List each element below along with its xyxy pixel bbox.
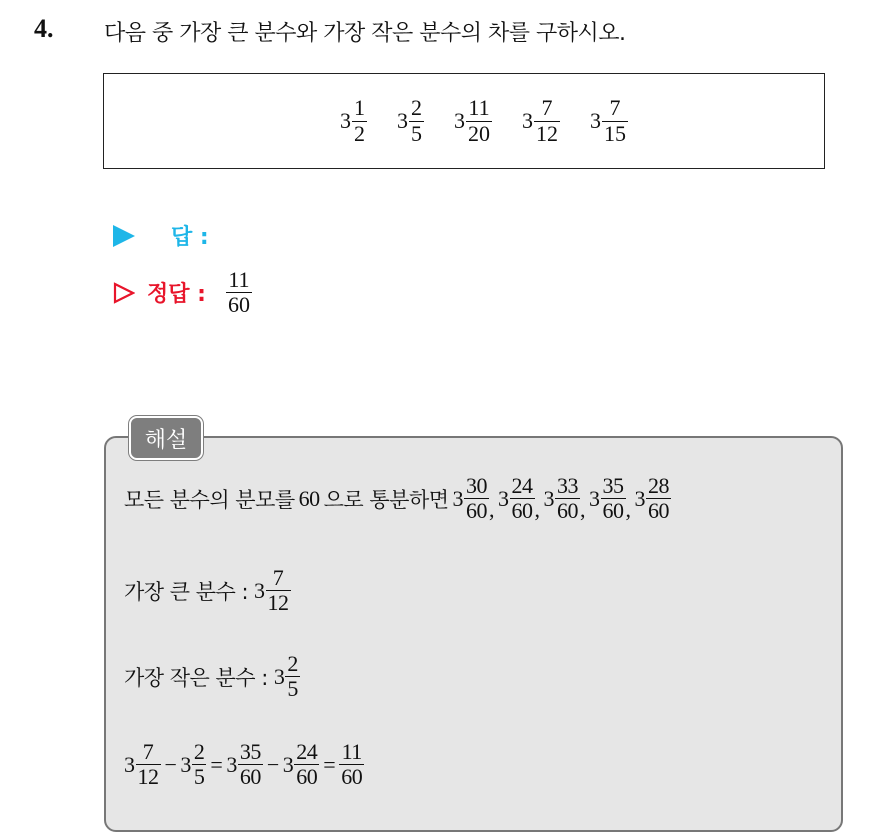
fraction: [555, 474, 580, 523]
fraction-whole: 3: [634, 485, 646, 511]
explanation-number: 60: [298, 485, 320, 511]
comma: ,: [580, 497, 586, 523]
mixed-fraction: [544, 474, 581, 523]
fraction: [510, 474, 535, 523]
fraction-whole: 3: [589, 485, 600, 511]
fraction-denominator: 20: [468, 120, 490, 146]
fraction-numerator: 24: [511, 473, 533, 498]
fraction-whole: 3: [397, 108, 408, 133]
fraction-numerator: 1: [354, 95, 365, 121]
fraction: [136, 740, 161, 789]
fraction-whole: 3: [452, 485, 464, 511]
fraction-denominator: 60: [602, 498, 624, 524]
fraction-numerator: 24: [296, 739, 318, 764]
fraction: [339, 740, 364, 789]
fraction: [466, 96, 492, 145]
fraction-denominator: 60: [511, 498, 533, 524]
explanation-line-largest: [124, 566, 291, 615]
mixed-fraction: [274, 652, 300, 701]
fraction-denominator: 5: [411, 120, 422, 146]
mixed-fraction: [124, 740, 161, 789]
equals-sign: =: [210, 751, 223, 777]
fraction-list-box: [103, 73, 825, 169]
mixed-fraction: [522, 96, 560, 145]
fraction-whole: 3: [124, 751, 135, 777]
fraction-denominator: 5: [193, 764, 205, 790]
fraction-whole: 3: [522, 108, 533, 133]
fraction-whole: 3: [454, 108, 465, 133]
fraction-denominator: 60: [341, 764, 363, 790]
explanation-text: 으로 통분하면: [323, 487, 449, 512]
play-triangle-icon: [113, 225, 135, 247]
fraction-whole: 3: [340, 108, 351, 133]
fraction-numerator: 2: [193, 739, 205, 764]
comma: ,: [534, 497, 540, 523]
fraction-denominator: 60: [466, 498, 488, 524]
fraction-whole: 3: [226, 751, 237, 777]
comma: ,: [489, 497, 495, 523]
explanation-line-calculation: [124, 740, 364, 789]
comma: ,: [625, 497, 631, 523]
fraction-numerator: 35: [602, 473, 624, 498]
mixed-fraction: [340, 96, 367, 145]
fraction-denominator: 15: [604, 120, 626, 146]
mixed-fraction: [498, 474, 535, 523]
fraction-denominator: 2: [354, 120, 365, 146]
fraction-whole: 3: [590, 108, 601, 133]
minus-sign: −: [266, 751, 279, 777]
mixed-fraction: [180, 740, 206, 789]
fraction: [646, 474, 671, 523]
fraction-whole: 3: [543, 485, 555, 511]
fraction-denominator: 60: [648, 498, 670, 524]
mixed-fraction: [635, 474, 672, 523]
mixed-fraction: [397, 96, 424, 145]
fraction: [464, 474, 489, 523]
equals-sign: =: [323, 751, 336, 777]
outline-triangle-icon: [113, 282, 135, 304]
fraction-whole: 3: [254, 577, 265, 603]
question-number: 4.: [34, 14, 54, 43]
minus-sign: −: [164, 751, 177, 777]
fraction-denominator: 12: [137, 764, 159, 790]
fraction-numerator: 7: [142, 739, 154, 764]
correct-answer-fraction: [226, 268, 252, 317]
fraction: [602, 96, 628, 145]
answer-label: 답 :: [171, 225, 209, 250]
fraction-whole: 3: [498, 485, 509, 511]
fraction-denominator: 60: [239, 764, 261, 790]
explanation-tag: 해설: [129, 416, 203, 460]
explanation-text: 모든 분수의 분모를: [124, 487, 295, 512]
fraction-numerator: 11: [341, 739, 362, 764]
fraction: [238, 740, 263, 789]
mixed-fraction: [590, 96, 628, 145]
fraction-numerator: 11: [468, 95, 490, 121]
fraction: [285, 652, 300, 701]
fraction-numerator: 30: [466, 473, 488, 498]
fraction-whole: 3: [273, 663, 285, 689]
mixed-fraction: [453, 474, 490, 523]
fraction-whole: 3: [282, 751, 294, 777]
mixed-fraction: [589, 474, 626, 523]
fraction-denominator: 60: [296, 764, 318, 790]
fraction-numerator: 33: [557, 473, 579, 498]
explanation-line-common-denominator: [124, 474, 671, 523]
fraction-numerator: 2: [411, 95, 422, 121]
question-text: 다음 중 가장 큰 분수와 가장 작은 분수의 차를 구하시오.: [104, 21, 626, 46]
fraction-denominator: 60: [227, 292, 250, 318]
mixed-fraction: [254, 566, 291, 615]
mixed-fraction: [226, 740, 263, 789]
answer-row: [113, 220, 209, 251]
fraction-numerator: 11: [228, 267, 250, 292]
fraction: [409, 96, 424, 145]
largest-label: 가장 큰 분수 :: [124, 579, 249, 604]
fraction: [534, 96, 560, 145]
fraction: [266, 566, 291, 615]
fraction-whole: 3: [180, 751, 191, 777]
fraction: [601, 474, 626, 523]
smallest-label: 가장 작은 분수 :: [124, 665, 268, 690]
fraction-numerator: 7: [609, 95, 621, 121]
fraction-denominator: 60: [557, 498, 579, 524]
fraction-numerator: 7: [272, 565, 284, 590]
fraction: [294, 740, 319, 789]
fraction-numerator: 7: [541, 95, 553, 121]
fraction-numerator: 2: [287, 651, 298, 676]
fraction: [192, 740, 207, 789]
fraction-denominator: 12: [536, 120, 558, 146]
mixed-fraction: [454, 96, 492, 145]
correct-answer-label: 정답 :: [147, 282, 206, 308]
fraction-denominator: 5: [287, 676, 298, 702]
fraction-numerator: 28: [648, 473, 670, 498]
fraction-numerator: 35: [239, 739, 261, 764]
fraction-denominator: 12: [267, 590, 289, 616]
fraction: [352, 96, 367, 145]
mixed-fraction: [283, 740, 320, 789]
correct-answer-row: [113, 268, 252, 317]
explanation-line-smallest: [124, 652, 300, 701]
